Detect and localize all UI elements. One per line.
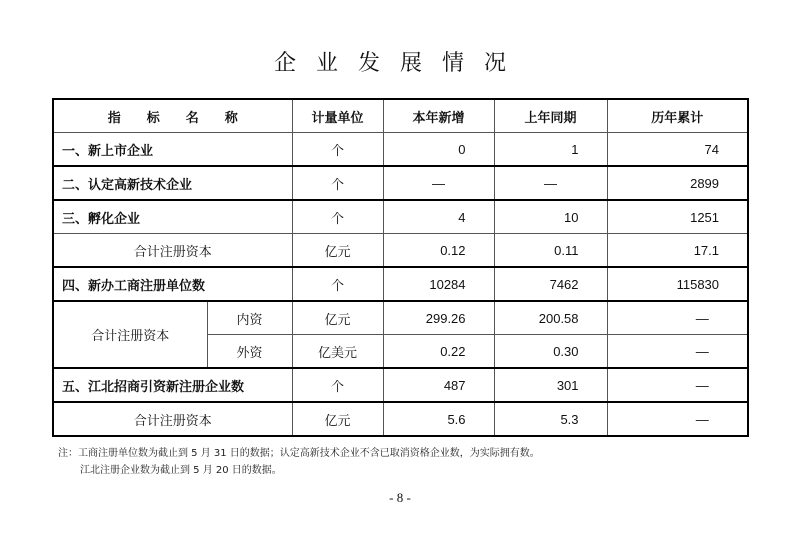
- header-this-year: 本年新增: [383, 99, 494, 133]
- row-last-year: 1: [494, 133, 607, 167]
- row-unit: 个: [292, 133, 383, 167]
- footnote-line-2: 江北注册企业数为截止到 5 月 20 日的数据。: [80, 465, 282, 476]
- row-unit: 亿元: [292, 234, 383, 268]
- row-unit: 个: [292, 368, 383, 402]
- table-row: [53, 368, 748, 402]
- row-this-year: 5.6: [383, 402, 494, 436]
- row-subcategory: 外资: [207, 335, 292, 369]
- page-number: - 8 -: [389, 490, 411, 505]
- row-cumulative: —: [607, 301, 748, 335]
- row-name: 一、新上市企业: [53, 133, 292, 167]
- row-this-year: 487: [383, 368, 494, 402]
- row-cumulative: —: [607, 368, 748, 402]
- row-this-year: 0.22: [383, 335, 494, 369]
- row-cumulative: 115830: [607, 267, 748, 301]
- table-row: [53, 133, 748, 167]
- row-cumulative: —: [607, 335, 748, 369]
- row-name: 二、认定高新技术企业: [53, 166, 292, 200]
- header-last-year: 上年同期: [494, 99, 607, 133]
- row-last-year: 200.58: [494, 301, 607, 335]
- header-unit: 计量单位: [292, 99, 383, 133]
- row-unit: 个: [292, 200, 383, 234]
- row-last-year: 0.11: [494, 234, 607, 268]
- row-last-year: 5.3: [494, 402, 607, 436]
- table-row: [53, 267, 748, 301]
- row-name: 合计注册资本: [53, 301, 207, 368]
- row-last-year: —: [494, 166, 607, 200]
- row-cumulative: —: [607, 402, 748, 436]
- footnote-line-1: 注：工商注册单位数为截止到 5 月 31 日的数据；认定高新技术企业不含已取消资格企业数，为实际拥有数。: [58, 448, 540, 459]
- table-row: [53, 200, 748, 234]
- row-last-year: 301: [494, 368, 607, 402]
- row-this-year: 0: [383, 133, 494, 167]
- header-cumulative: 历年累计: [607, 99, 748, 133]
- row-last-year: 0.30: [494, 335, 607, 369]
- table-row: [53, 402, 748, 436]
- row-cumulative: 17.1: [607, 234, 748, 268]
- enterprise-development-table: [52, 98, 749, 437]
- row-unit: 亿美元: [292, 335, 383, 369]
- row-this-year: —: [383, 166, 494, 200]
- table-header-row: [53, 99, 748, 133]
- row-cumulative: 1251: [607, 200, 748, 234]
- page-title: 企业发展情况: [273, 51, 526, 76]
- row-name: 四、新办工商注册单位数: [53, 267, 292, 301]
- row-this-year: 0.12: [383, 234, 494, 268]
- row-last-year: 10: [494, 200, 607, 234]
- row-name: 五、江北招商引资新注册企业数: [53, 368, 292, 402]
- row-name: 合计注册资本: [53, 234, 292, 268]
- row-this-year: 10284: [383, 267, 494, 301]
- row-unit: 个: [292, 166, 383, 200]
- table-row: [53, 301, 748, 335]
- row-name: 三、孵化企业: [53, 200, 292, 234]
- row-cumulative: 2899: [607, 166, 748, 200]
- row-unit: 亿元: [292, 301, 383, 335]
- row-name: 合计注册资本: [53, 402, 292, 436]
- row-this-year: 4: [383, 200, 494, 234]
- row-cumulative: 74: [607, 133, 748, 167]
- header-indicator-name: 指 标 名 称: [53, 99, 292, 133]
- row-subcategory: 内资: [207, 301, 292, 335]
- table-row: [53, 166, 748, 200]
- row-this-year: 299.26: [383, 301, 494, 335]
- row-unit: 亿元: [292, 402, 383, 436]
- table-row: [53, 234, 748, 268]
- row-last-year: 7462: [494, 267, 607, 301]
- row-unit: 个: [292, 267, 383, 301]
